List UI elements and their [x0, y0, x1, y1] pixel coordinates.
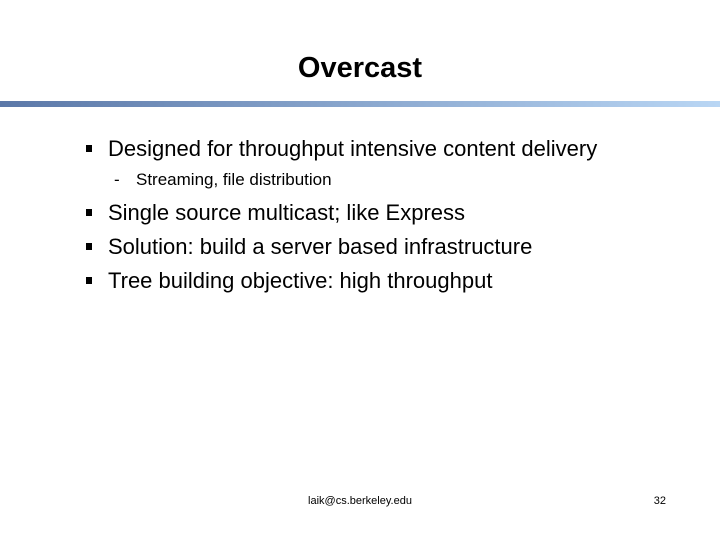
bullet-text: Designed for throughput intensive content delivery	[108, 136, 598, 161]
bullet-item	[80, 269, 680, 293]
bullet-text: Single source multicast; like Express	[108, 200, 466, 225]
sub-bullet-list	[108, 169, 680, 191]
title-divider	[0, 101, 720, 107]
square-bullet-icon	[86, 209, 92, 216]
bullet-item	[80, 137, 680, 191]
square-bullet-icon	[86, 277, 92, 284]
bullet-text: Solution: build a server based infrastructure	[108, 234, 533, 259]
sub-bullet-item	[80, 169, 680, 191]
sub-bullet-text: Streaming, file distribution	[136, 170, 332, 189]
square-bullet-icon	[86, 145, 92, 152]
page-number: 32	[653, 495, 666, 507]
footer-email: laik@cs.berkeley.edu	[308, 495, 412, 507]
bullet-item	[80, 201, 680, 225]
bullet-item	[80, 235, 680, 259]
bullet-text: Tree building objective: high throughput	[108, 268, 493, 293]
bullet-list	[80, 137, 680, 303]
square-bullet-icon	[86, 243, 92, 250]
slide-title: Overcast	[297, 52, 423, 84]
dash-bullet-icon: -	[114, 170, 120, 189]
